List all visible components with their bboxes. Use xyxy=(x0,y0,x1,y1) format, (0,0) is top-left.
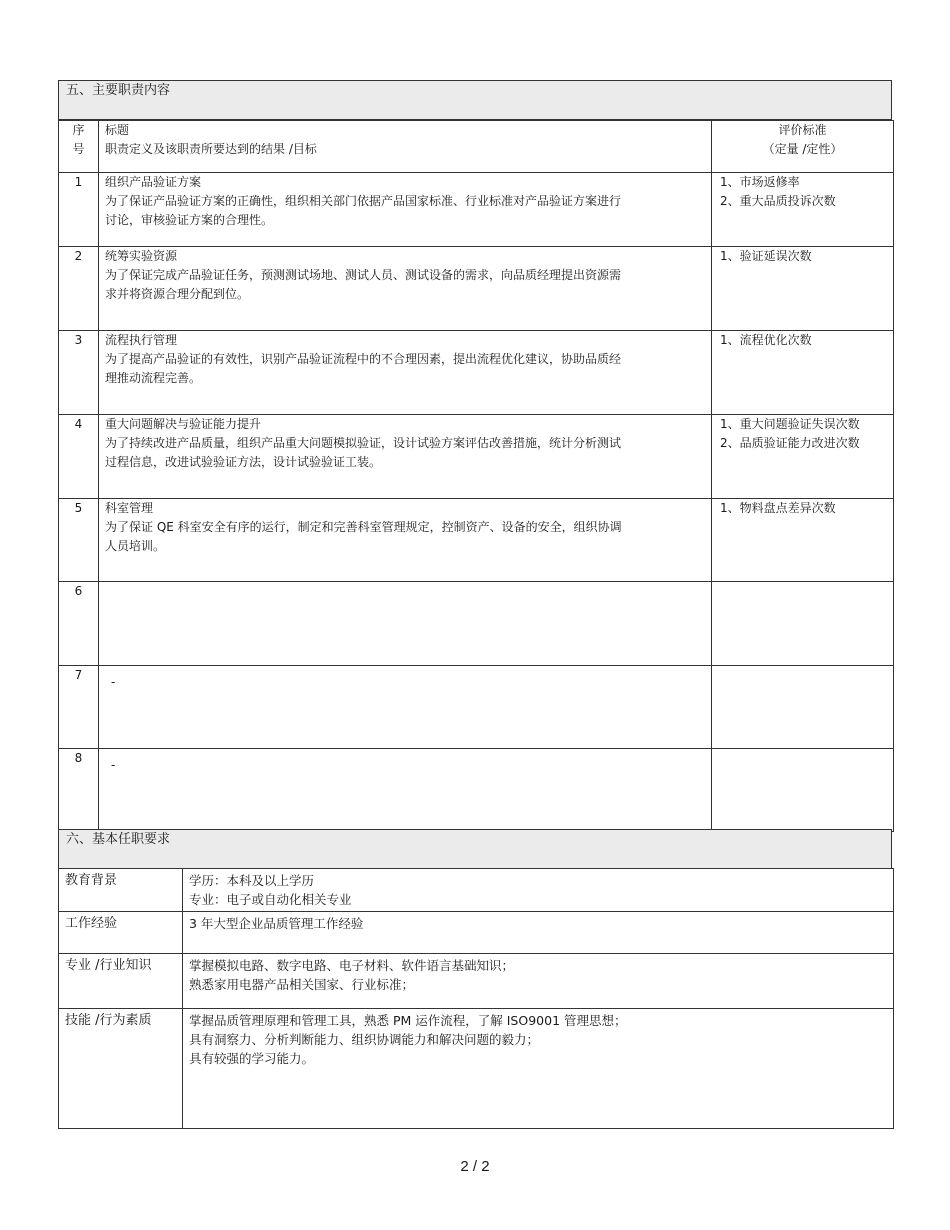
crit-item: 1、重大问题验证失误次数 xyxy=(720,417,860,431)
req-row xyxy=(59,1009,894,1129)
section6-title xyxy=(58,829,892,869)
duty-num: 2 xyxy=(74,249,83,263)
duty-num: 5 xyxy=(74,501,83,515)
duty-title: 统筹实验资源 xyxy=(105,249,178,263)
header-title-line2: 职责定义及该职责所要达到的结果 /目标 xyxy=(105,142,317,156)
duty-desc: 为了持续改进产品质量，组织产品重大问题模拟验证，设计试验方案评估改善措施，统计分析测试过程信息，改进试验验证方法，设计试验验证工装。 xyxy=(105,436,622,469)
duty-title: 流程执行管理 xyxy=(105,333,178,347)
req-line: 学历：本科及以上学历 xyxy=(189,873,315,888)
header-crit-line1: 评价标准 xyxy=(778,123,827,137)
duty-table-header xyxy=(59,121,894,173)
duty-title: 重大问题解决与验证能力提升 xyxy=(105,417,262,431)
section6-title-text: 六、基本任职要求 xyxy=(66,832,171,847)
header-crit-line2: （定量 /定性） xyxy=(762,142,843,156)
duty-desc: 为了提高产品验证的有效性，识别产品验证流程中的不合理因素，提出流程优化建议，协助品质经理推动流程完善。 xyxy=(105,352,622,385)
duty-num: 3 xyxy=(74,333,83,347)
duty-row xyxy=(59,415,894,499)
req-line: 具有洞察力、分析判断能力、组织协调能力和解决问题的毅力； xyxy=(189,1032,540,1047)
duty-row xyxy=(59,331,894,415)
duty-num: 4 xyxy=(74,417,83,431)
req-label: 技能 /行为素质 xyxy=(65,1013,152,1028)
duty-num: 7 xyxy=(74,668,83,682)
req-line: 具有较强的学习能力。 xyxy=(189,1051,315,1066)
header-title-line1: 标题 xyxy=(105,123,130,137)
section5-title xyxy=(58,80,892,120)
duty-desc: 为了保证完成产品验证任务，预测测试场地、测试人员、测试设备的需求，向品质经理提出资源需求并将资源合理分配到位。 xyxy=(105,268,622,301)
duty-row xyxy=(59,247,894,331)
duty-table xyxy=(58,120,894,832)
duty-row xyxy=(59,666,894,749)
duty-num: 6 xyxy=(74,584,83,598)
duty-desc: 为了保证产品验证方案的正确性，组织相关部门依据产品国家标准、行业标准对产品验证方案进行讨论，审核验证方案的合理性。 xyxy=(105,194,622,227)
duty-title: - xyxy=(111,675,116,689)
req-row xyxy=(59,912,894,954)
req-line: 3 年大型企业品质管理工作经验 xyxy=(189,916,364,931)
req-row xyxy=(59,869,894,912)
duty-title: 组织产品验证方案 xyxy=(105,175,202,189)
crit-item: 1、物料盘点差异次数 xyxy=(720,501,836,515)
req-label: 教育背景 xyxy=(65,873,118,888)
crit-item: 1、市场返修率 xyxy=(720,175,800,189)
req-line: 熟悉家用电器产品相关国家、行业标准； xyxy=(189,977,415,992)
duty-row xyxy=(59,173,894,247)
page-number: 2 / 2 xyxy=(460,1158,490,1175)
req-line: 掌握模拟电路、数字电路、电子材料、软件语言基础知识； xyxy=(189,958,515,973)
req-label: 专业 /行业知识 xyxy=(65,958,152,973)
crit-item: 2、品质验证能力改进次数 xyxy=(720,436,860,450)
crit-item: 1、流程优化次数 xyxy=(720,333,812,347)
header-num-line2: 号 xyxy=(72,142,85,156)
section5-title-text: 五、主要职责内容 xyxy=(66,83,171,98)
requirements-table xyxy=(58,868,894,1129)
req-line: 专业：电子或自动化相关专业 xyxy=(189,892,352,907)
duty-num: 1 xyxy=(74,175,83,189)
duty-row xyxy=(59,499,894,582)
header-num-line1: 序 xyxy=(72,123,85,137)
req-line: 掌握品质管理原理和管理工具，熟悉 PM 运作流程，了解 ISO9001 管理思想； xyxy=(189,1013,627,1028)
req-label: 工作经验 xyxy=(65,916,118,931)
duty-title: 科室管理 xyxy=(105,501,154,515)
crit-item: 2、重大品质投诉次数 xyxy=(720,194,836,208)
duty-title: - xyxy=(111,758,116,772)
duty-row xyxy=(59,749,894,832)
duty-desc: 为了保证 QE 科室安全有序的运行，制定和完善科室管理规定，控制资产、设备的安全，组织协调人员培训。 xyxy=(105,520,622,553)
duty-row xyxy=(59,582,894,666)
crit-item: 1、验证延误次数 xyxy=(720,249,812,263)
duty-num: 8 xyxy=(74,751,83,765)
req-row xyxy=(59,954,894,1009)
